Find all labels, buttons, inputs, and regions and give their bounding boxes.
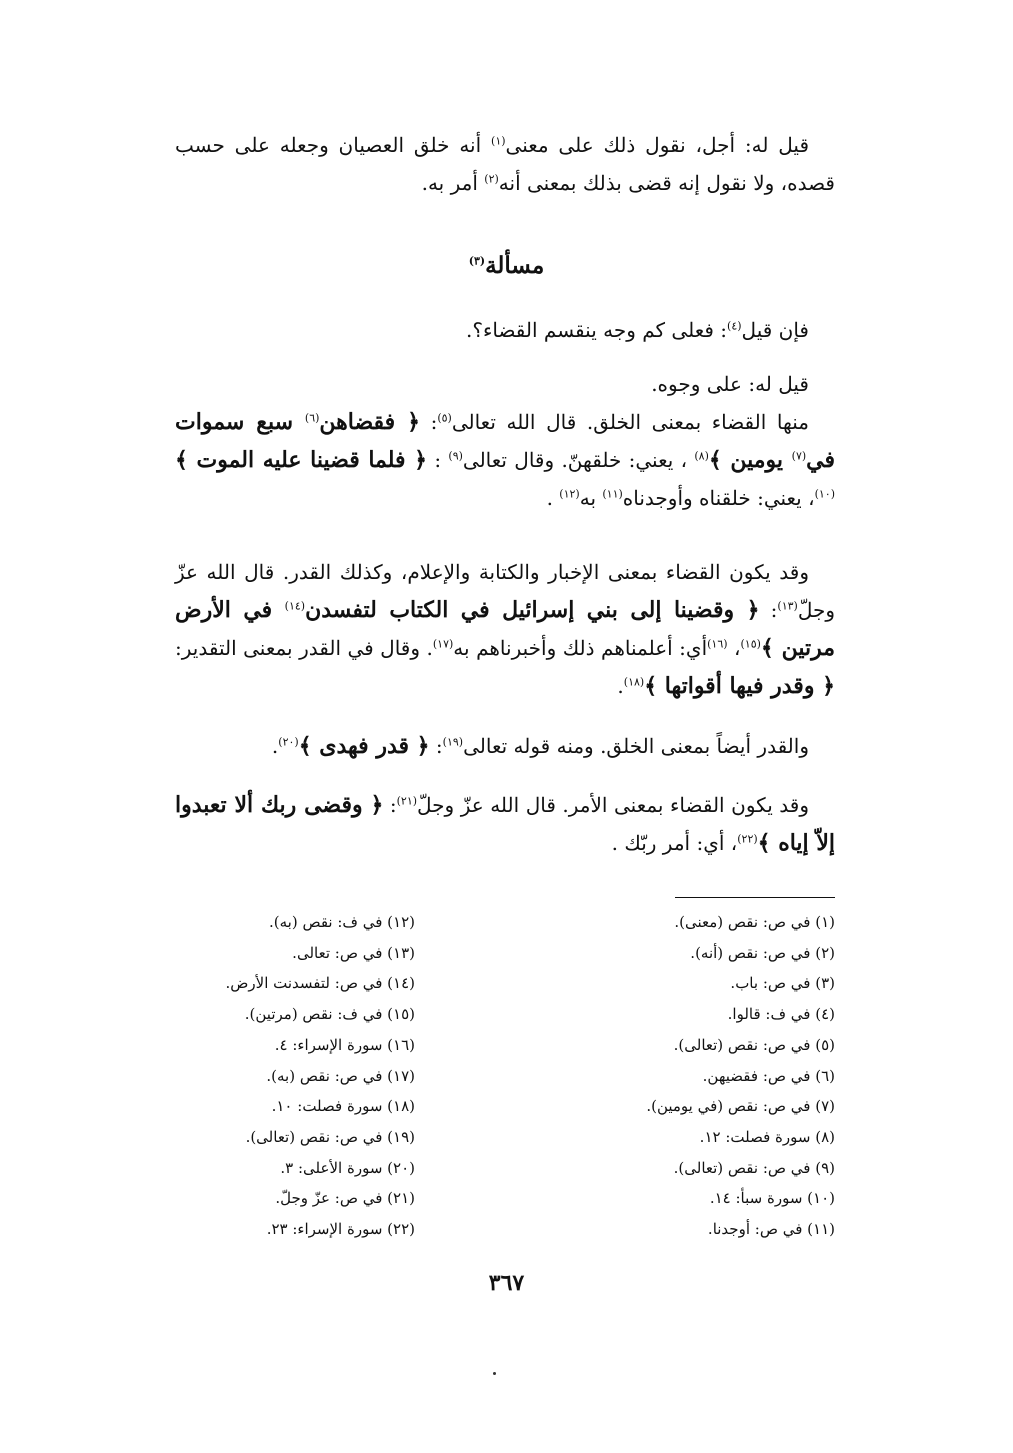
page-number: ٣٦٧ (488, 1270, 525, 1296)
footnote: (١٣) في ص: تعالى. (292, 943, 415, 962)
footnote-ref: (٦) (304, 411, 320, 425)
footnote-ref: (٢٢) (737, 832, 758, 846)
creation-paragraph: منها القضاء بمعنى الخلق. قال الله تعالى$^{(٥)}$: ﴿ فقضاهن$^{(٦)}$ سبع سموات في$^{(٧)}$ يومين ﴾$^{(٨)}$ ، يعني: خلقهنّ. وقال تعالى$^{(٩)}$ : ﴿ فلما قضينا عليه الموت ﴾$^{(١٠)}$، يعني: خلقناه وأوجدناه$^{(١١)}$ به$^{(١٢)}$ . (175, 409, 836, 510)
footnote: (٣) في ص: باب. (730, 974, 835, 993)
footnote-ref: (١٥) (740, 637, 761, 651)
footnote: (٥) في ص: نقص (تعالى). (673, 1035, 835, 1054)
quran-quote: ﴿ وقضى ربك ألا تعبدوا إلاّ إياه ﴾ (175, 792, 835, 856)
footnote: (١٤) في ص: لتفسدنت الأرض. (225, 974, 415, 993)
quran-quote: ﴿ قدر فهدى ﴾ (298, 733, 430, 759)
section-heading: مسألة$^{(٣)}$ (468, 252, 545, 279)
footnote-separator (675, 897, 835, 898)
footnote: (١٢) في ف: نقص (به). (268, 913, 415, 931)
footnote: (٧) في ص: نقص (في يومين). (646, 1097, 835, 1116)
footnote: (٢١) في ص: عزّ وجلّ. (275, 1189, 415, 1208)
footnote-ref: (١٦) (707, 637, 728, 651)
footnote-ref: (١) (491, 134, 506, 148)
footnote-ref: (١٣) (777, 599, 798, 613)
footnote-ref: (١١) (602, 487, 623, 501)
footnote-ref: (١٢) (559, 487, 580, 501)
quran-quote: في الأرض مرتين ﴾ (175, 597, 836, 661)
quran-quote: يومين ﴾ (708, 447, 792, 473)
footnote-ref: (٢) (484, 172, 499, 186)
quran-quote: ﴿ وقضينا إلى بني إسرائيل في الكتاب لتفسدن (305, 597, 760, 623)
footnote-ref: (١٧) (432, 637, 454, 651)
footnote: (١٥) في ف: نقص (مرتين). (244, 1005, 415, 1024)
footnotes-left-column (175, 907, 415, 1245)
footnote-ref: (٩) (448, 449, 463, 463)
footnote-ref: (٧) (791, 449, 807, 463)
footnote-ref: (٢٠) (278, 735, 299, 749)
footnote: (١٦) سورة الإسراء: ٤. (274, 1035, 415, 1054)
footnote-ref: (١٩) (442, 735, 464, 749)
footnote: (١٠) سورة سبأ: ١٤. (709, 1189, 835, 1208)
footnote: (٩) في ص: نقص (تعالى). (673, 1158, 835, 1177)
footnote: (٢) في ص: نقص (أنه). (690, 943, 835, 962)
intro-paragraph (175, 126, 835, 202)
informing-paragraph: وقد يكون القضاء بمعنى الإخبار والكتابة والإعلام، وكذلك القدر. قال الله عزّ وجلّ$^{(١٣)}$: ﴿ وقضينا إلى بني إسرائيل في الكتاب لتفسدن$^{(١٤)}$ في الأرض مرتين ﴾$^{(١٥)}$، $^{(١٦)}$أي: أعلمناهم ذلك وأخبرناهم به$^{(١٧)}$. وقال في القدر بمعنى التقدير: ﴿ وقدر فيها أقواتها ﴾$^{(١٨)}$. (175, 560, 836, 699)
footnote-ref: (١٠) (814, 487, 835, 501)
footnote: (١) في ص: نقص (معنى). (674, 913, 835, 931)
footnotes-right-column (575, 907, 835, 1245)
answer-paragraph: قيل له: على وجوه. (651, 372, 809, 396)
footnote-ref: (١٤) (284, 599, 306, 613)
quran-quote: ﴿ فلما قضينا عليه الموت ﴾ (175, 447, 428, 473)
footnote: (٤) في ف: قالوا. (727, 1005, 835, 1024)
scan-speck (493, 1372, 496, 1375)
footnote-ref: (٢١) (396, 794, 418, 808)
footnote: (٦) في ص: فقضيهن. (702, 1066, 835, 1085)
predestination-paragraph: والقدر أيضاً بمعنى الخلق. ومنه قوله تعالى$^{(١٩)}$: ﴿ قدر فهدى ﴾$^{(٢٠)}$. (271, 733, 809, 759)
footnote-ref: (٤) (727, 319, 742, 333)
footnote: (٢٠) سورة الأعلى: ٣. (280, 1158, 415, 1177)
footnote-ref: (٨) (694, 449, 709, 463)
quran-quote: سبع سموات في (175, 409, 836, 473)
quran-quote: ﴿ وقدر فيها أقواتها ﴾ (644, 673, 835, 699)
question-paragraph: فإن قيل$^{(٤)}$: فعلى كم وجه ينقسم القضاء؟. (465, 318, 809, 342)
quran-quote: ﴿ فقضاهن (319, 409, 420, 435)
footnote: (١٧) في ص: نقص (به). (266, 1066, 415, 1085)
footnote: (١٩) في ص: نقص (تعالى). (245, 1127, 415, 1146)
intro-text: قيل له: أجل، نقول ذلك على معنى$^{(١)}$ أنه خلق العصيان وجعله على حسب قصده، ولا نقول إنه قضى بذلك بمعنى أنه$^{(٢)}$ أمر به. (175, 133, 835, 195)
footnote: (١١) في ص: أوجدنا. (707, 1220, 835, 1239)
footnote-ref: (٣) (468, 254, 486, 268)
command-paragraph: وقد يكون القضاء بمعنى الأمر. قال الله عزّ وجلّ$^{(٢١)}$: ﴿ وقضى ربك ألا تعبدوا إلاّ إياه ﴾$^{(٢٢)}$، أي: أمر ربّك . (175, 792, 835, 856)
footnote-ref: (٥) (437, 411, 452, 425)
footnote: (١٨) سورة فصلت: ١٠. (271, 1097, 415, 1116)
footnote: (٢٢) سورة الإسراء: ٢٣. (266, 1220, 415, 1239)
footnote-ref: (١٨) (623, 675, 645, 689)
footnote: (٨) سورة فصلت: ١٢. (699, 1127, 835, 1146)
